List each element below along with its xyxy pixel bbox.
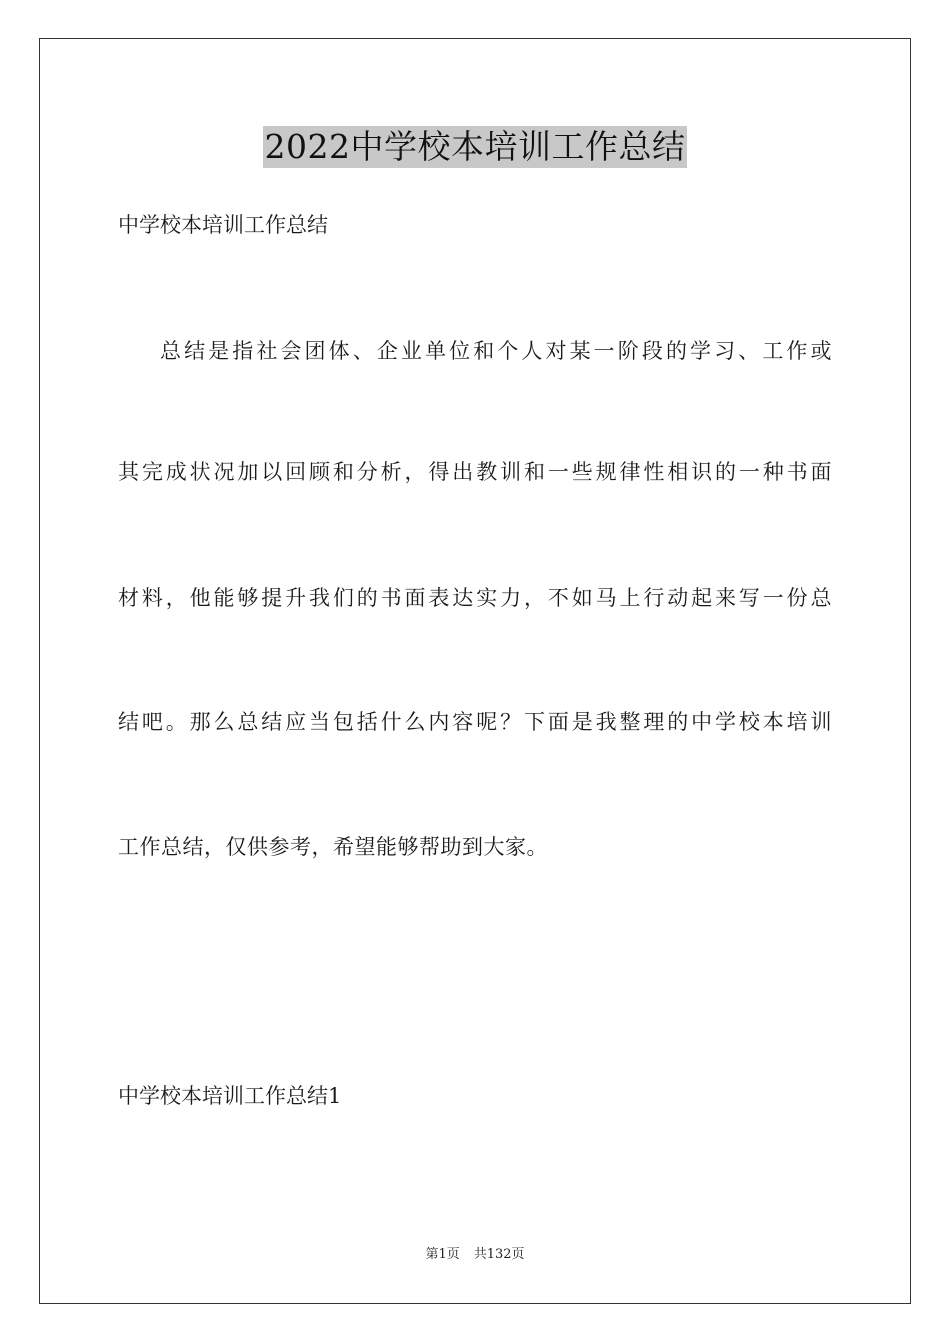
intro-line-2: 其完成状况加以回顾和分析，得出教训和一些规律性相识的一种书面	[118, 460, 832, 484]
document-title: 2022中学校本培训工作总结	[264, 127, 686, 166]
title-wrapper	[0, 126, 950, 168]
intro-line-3: 材料，他能够提升我们的书面表达实力，不如马上行动起来写一份总	[118, 586, 832, 610]
document-subtitle: 中学校本培训工作总结	[118, 213, 328, 237]
section-heading: 中学校本培训工作总结1	[118, 1084, 342, 1108]
page-footer	[0, 1246, 950, 1264]
intro-line-1: 总结是指社会团体、企业单位和个人对某一阶段的学习、工作或	[160, 339, 832, 363]
intro-line-4: 结吧。那么总结应当包括什么内容呢？下面是我整理的中学校本培训	[118, 710, 832, 734]
intro-line-5: 工作总结，仅供参考，希望能够帮助到大家。	[118, 835, 548, 859]
page-total: 共132页	[473, 1247, 525, 1262]
page-number: 第1页	[425, 1247, 460, 1262]
